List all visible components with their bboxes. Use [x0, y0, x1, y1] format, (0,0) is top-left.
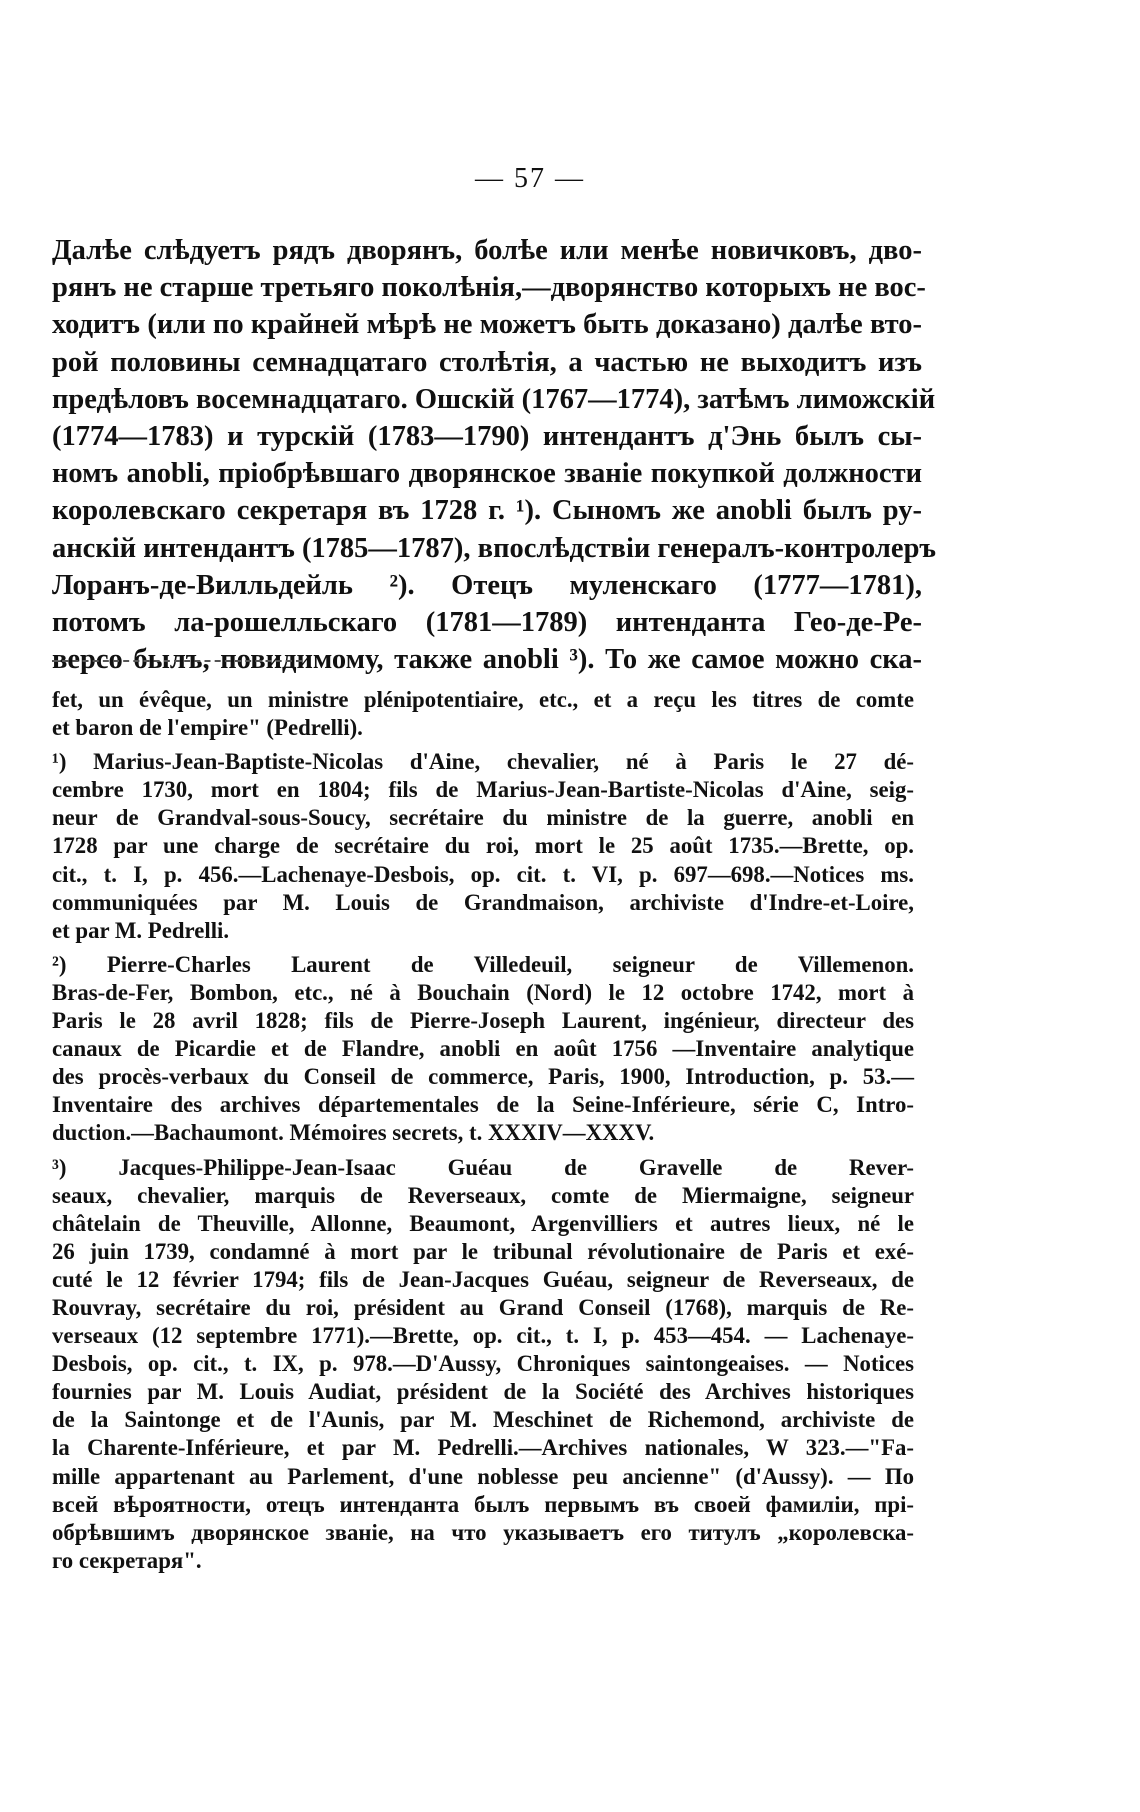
text-line: версо былъ, повидимому, также anobli ³). То же самое можно ска-: [52, 644, 922, 676]
footnote-line: Desbois, op. cit., t. IX, p. 978.—D'Aussy, Chroniques saintongeaises. — Notices: [52, 1351, 914, 1377]
footnote-line: canaux de Picardie et de Flandre, anobli en août 1756 —Inventaire analytique: [52, 1036, 914, 1062]
footnote-line: Rouvray, secrétaire du roi, président au Grand Conseil (1768), marquis de Re-: [52, 1294, 914, 1320]
footnote-line: duction.—Bachaumont. Mémoires secrets, t. XXXIV—XXXV.: [52, 1120, 655, 1146]
footnote-line: neur de Grandval-sous-Soucy, secrétaire du ministre de la guerre, anobli en: [52, 805, 914, 831]
footnote-separator: [52, 660, 302, 662]
footnote-line: communiquées par M. Louis de Grandmaison, archiviste d'Indre-et-Loire,: [52, 889, 914, 915]
footnote-line: et par M. Pedrelli.: [52, 917, 230, 943]
footnote-line: всей вѣроятности, отецъ интенданта былъ первымъ въ своей фамиліи, прі-: [52, 1491, 914, 1517]
footnote-line: Paris le 28 avril 1828; fils de Pierre-Joseph Laurent, ingénieur, directeur des: [52, 1008, 914, 1034]
main-text: [52, 232, 937, 678]
footnote-line: обрѣвшимъ дворянское званіе, на что указываетъ его титулъ „королевска-: [52, 1519, 914, 1545]
text-line: анскій интендантъ (1785—1787), впослѣдствіи генералъ-контролеръ: [52, 532, 937, 564]
footnote-line: ¹) Marius-Jean-Baptiste-Nicolas d'Aine, chevalier, né à Paris le 27 dé-: [52, 749, 914, 775]
footnote-line: Bras-de-Fer, Bombon, etc., né à Bouchain (Nord) le 12 octobre 1742, mort à: [52, 979, 914, 1005]
footnote-line: ³) Jacques-Philippe-Jean-Isaac Guéau de Gravelle de Rever-: [52, 1154, 914, 1180]
footnote-line: Inventaire des archives départementales de la Seine-Inférieure, série C, Intro-: [52, 1092, 914, 1118]
footnote-line: châtelain de Theuville, Allonne, Beaumont, Argenvilliers et autres lieux, né le: [52, 1210, 914, 1236]
text-line: ходитъ (или по крайней мѣрѣ не можетъ быть доказано) далѣе вто-: [52, 309, 922, 341]
page-number: — 57 —: [475, 163, 585, 194]
footnote-line: mille appartenant au Parlement, d'une noblesse peu ancienne" (d'Aussy). — По: [52, 1463, 914, 1489]
footnote-line: fournies par M. Louis Audiat, président de la Société des Archives historiques: [52, 1379, 914, 1405]
footnote-line: de la Saintonge et de l'Aunis, par M. Meschinet de Richemond, archiviste de: [52, 1407, 914, 1433]
footnote-line: cembre 1730, mort en 1804; fils de Marius-Jean-Bartiste-Nicolas d'Aine, seig-: [52, 777, 914, 803]
footnote-line: го секретаря".: [52, 1547, 202, 1573]
text-line: королевскаго секретаря въ 1728 г. ¹). Сыномъ же anobli былъ ру-: [52, 495, 922, 527]
footnote-3: [52, 1154, 914, 1575]
footnote-continuation: [52, 686, 914, 742]
text-line: рой половины семнадцатаго столѣтія, а частью не выходитъ изъ: [52, 346, 922, 378]
footnote-line: cuté le 12 février 1794; fils de Jean-Jacques Guéau, seigneur de Reverseaux, de: [52, 1266, 914, 1292]
text-line: потомъ ла-рошелльскаго (1781—1789) интенданта Гео-де-Ре-: [52, 607, 922, 639]
text-line: Далѣе слѣдуетъ рядъ дворянъ, болѣе или менѣе новичковъ, дво-: [52, 235, 922, 266]
footnote-line: et baron de l'empire" (Pedrelli).: [52, 715, 363, 741]
footnote-line: ²) Pierre-Charles Laurent de Villedeuil, seigneur de Villemenon.: [52, 951, 914, 977]
text-line: номъ anobli, пріобрѣвшаго дворянское званіе покупкой должности: [52, 458, 922, 490]
footnote-line: des procès-verbaux du Conseil de commerce, Paris, 1900, Introduction, p. 53.—: [52, 1064, 914, 1090]
footnote-line: fet, un évêque, un ministre plénipotentiaire, etc., et a reçu les titres de comte: [52, 687, 914, 712]
footnotes: [52, 686, 914, 1575]
footnote-1: [52, 748, 914, 945]
footnote-line: 26 juin 1739, condamné à mort par le tribunal révolutionaire de Paris et exé-: [52, 1238, 914, 1264]
text-line: Лоранъ-де-Вилльдейль ²). Отецъ муленскаго (1777—1781),: [52, 569, 922, 601]
text-line: (1774—1783) и турскій (1783—1790) интендантъ д'Энь былъ сы-: [52, 421, 922, 453]
footnote-line: seaux, chevalier, marquis de Reverseaux, comte de Miermaigne, seigneur: [52, 1182, 914, 1208]
footnote-line: la Charente-Inférieure, et par M. Pedrelli.—Archives nationales, W 323.—"Fa-: [52, 1435, 914, 1461]
footnote-line: 1728 par une charge de secrétaire du roi, mort le 25 août 1735.—Brette, op.: [52, 833, 914, 859]
footnote-line: cit., t. I, p. 456.—Lachenaye-Desbois, op. cit. t. VI, p. 697—698.—Notices ms.: [52, 861, 914, 887]
footnote-2: [52, 951, 914, 1148]
text-line: предѣловъ восемнадцатаго. Ошскій (1767—1774), затѣмъ лиможскій: [52, 383, 936, 415]
text-line: рянъ не старше третьяго поколѣнія,—дворянство которыхъ не вос-: [52, 272, 926, 304]
footnote-line: verseaux (12 septembre 1771).—Brette, op. cit., t. I, p. 453—454. — Lachenaye-: [52, 1323, 914, 1349]
